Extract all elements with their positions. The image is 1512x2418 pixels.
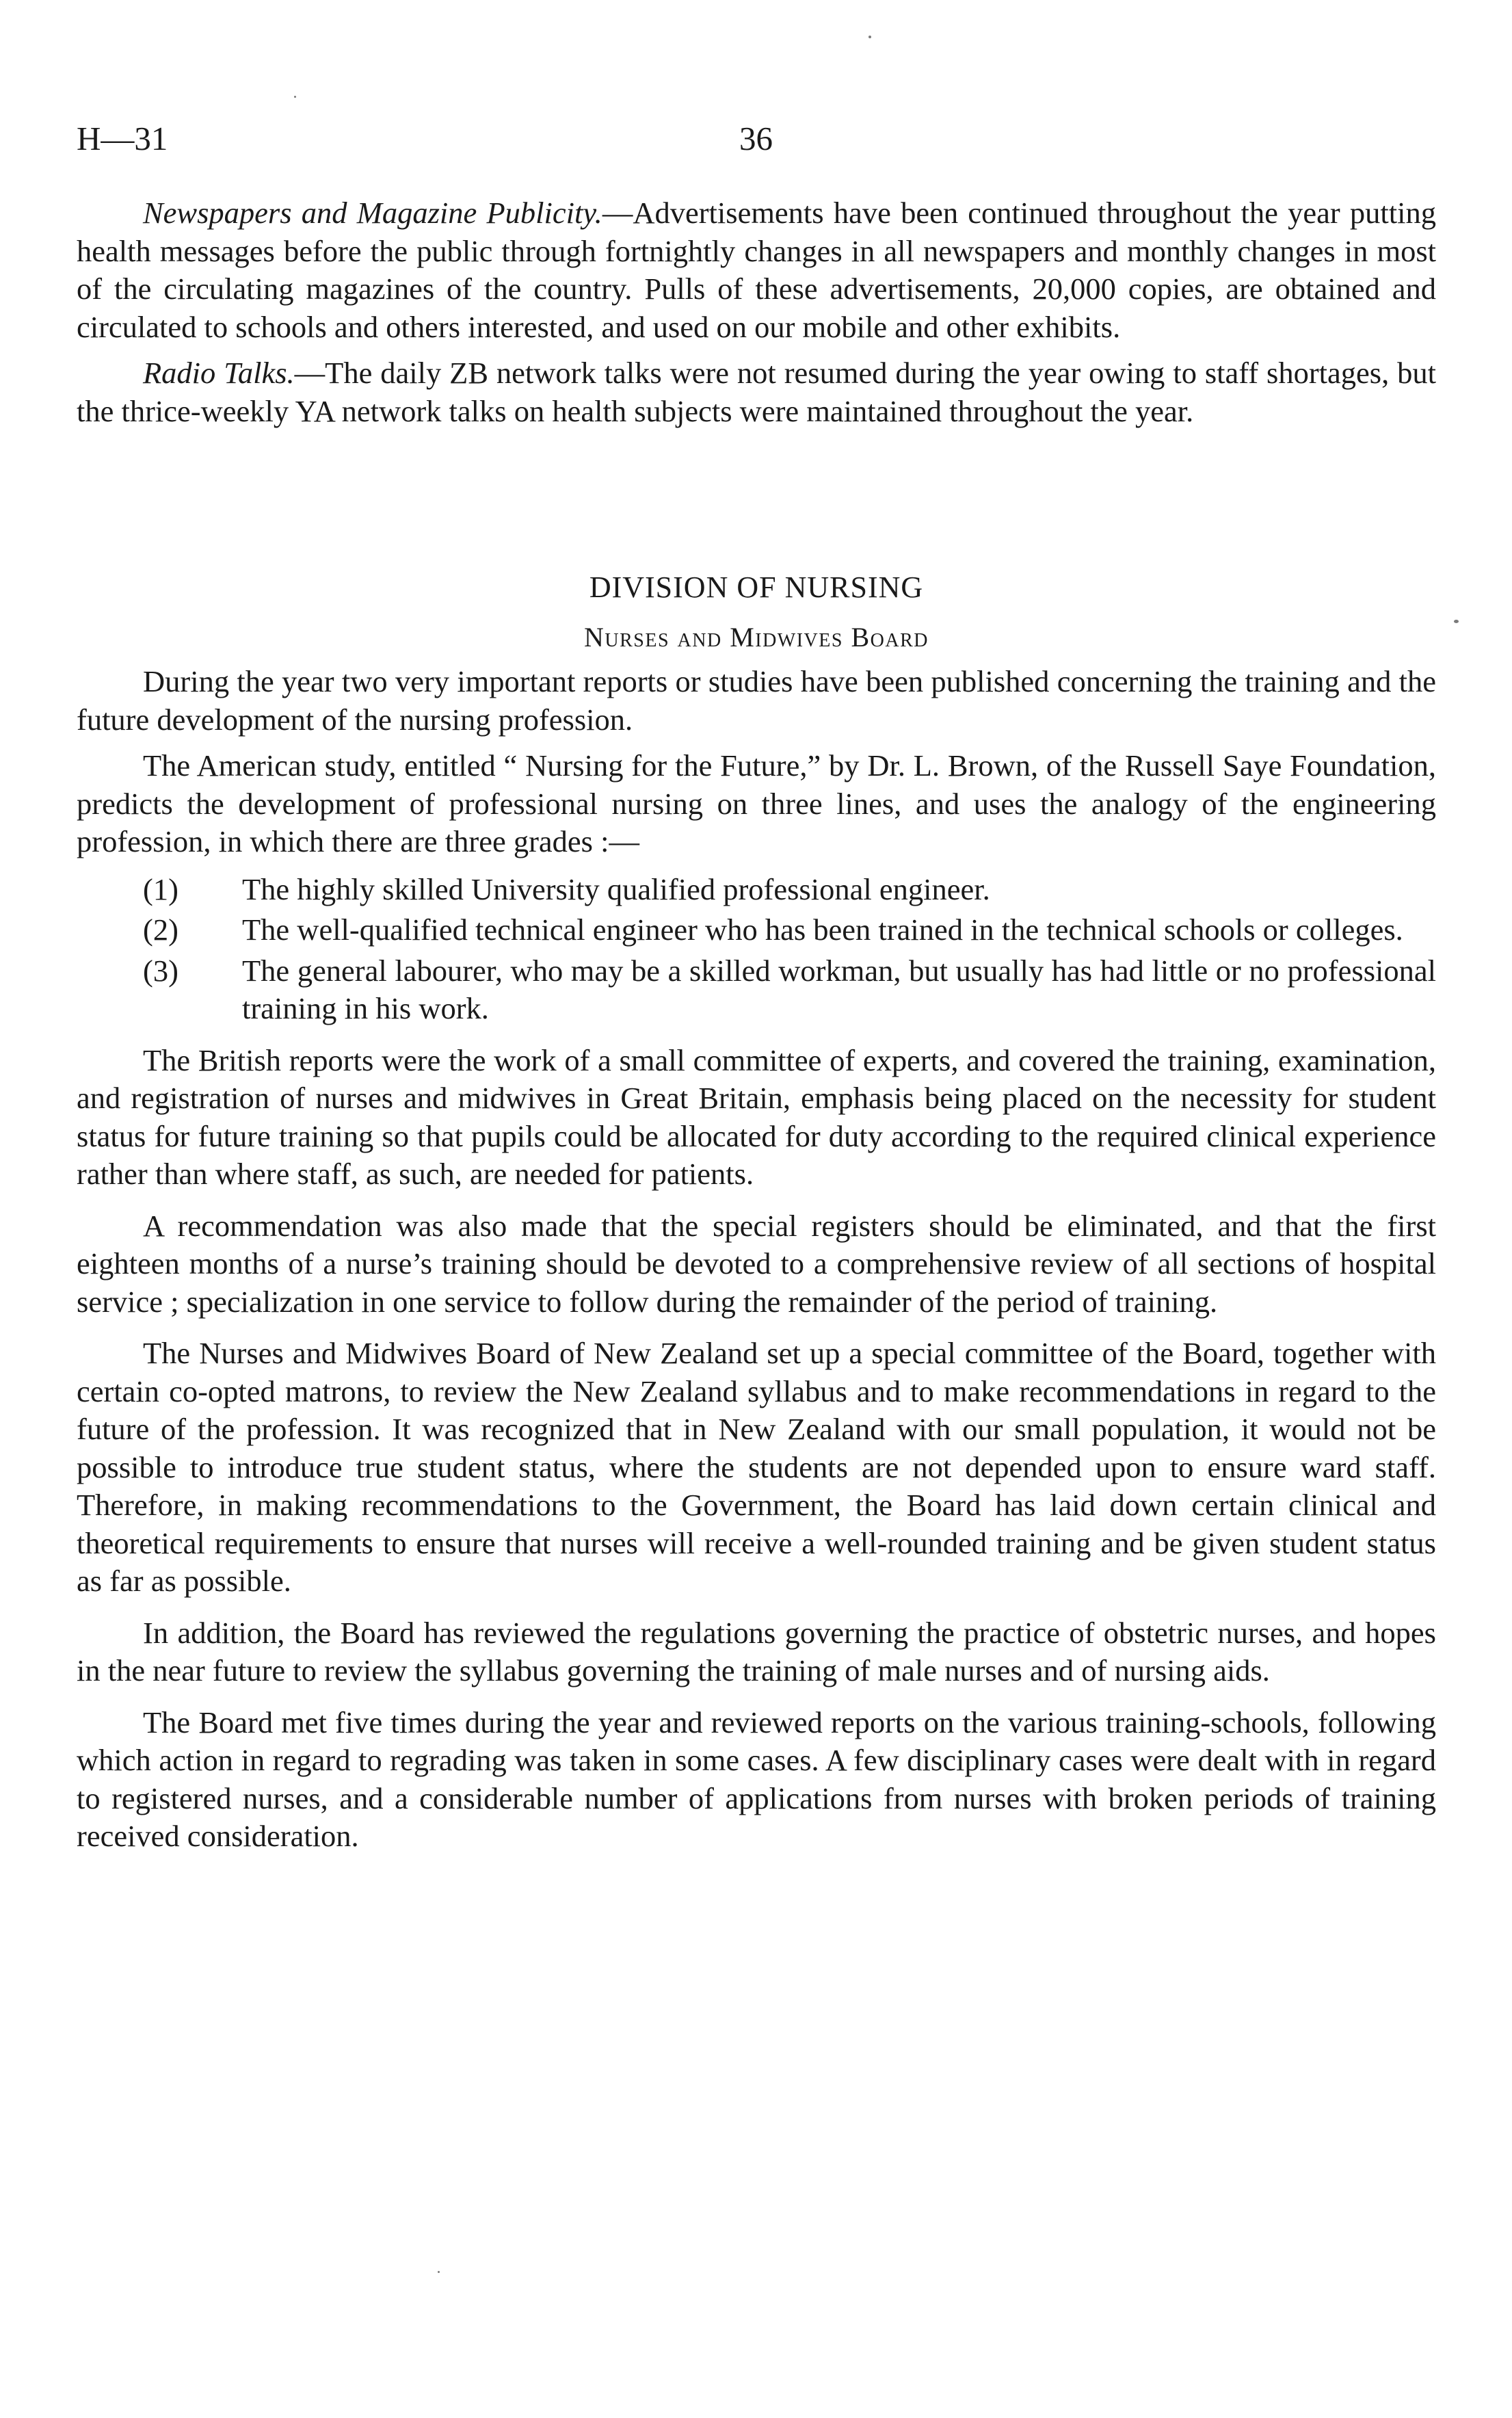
grades-list: [77, 871, 1436, 1028]
paragraph: In addition, the Board has reviewed the regulations governing the practice of obstetric nurses, and hopes in the near future to review the syllabus governing the training of male nurses and of nursing aids.: [77, 1615, 1436, 1687]
list-item-text: The well-qualified technical engineer who has been trained in the technical schools or colleges.: [242, 912, 1403, 947]
paragraph-text: —Advertisements have been continued throughout the year putting health messages before the public through fortnightly changes in all newspapers and monthly changes in most of the circulating magazines of the country. Pulls of these advertisements, 20,000 copies, are obtained and circulated to schools and others interested, and used on our mobile and other exhibits.: [77, 196, 1436, 344]
paragraph-lead-in: Newspapers and Magazine Publicity.: [143, 196, 602, 230]
document-reference: H—31: [77, 120, 168, 157]
list-item-text: The highly skilled University qualified professional engineer.: [242, 871, 990, 906]
scan-speck: [868, 36, 871, 38]
list-item: [77, 871, 1436, 909]
paragraph-text: —The daily ZB network talks were not resumed during the year owing to staff shortages, but the thrice-weekly YA network talks on health subjects were maintained throughout the year.: [77, 356, 1436, 428]
paragraph: During the year two very important reports or studies have been published concerning the training and the future development of the nursing profession.: [77, 664, 1436, 737]
list-item-text: The general labourer, who may be a skilled workman, but usually has had little or no professional training in his work.: [242, 953, 1436, 1025]
paragraph-newspapers: [77, 194, 1436, 346]
list-item: [77, 911, 1436, 949]
page-number: 36: [739, 120, 773, 157]
section-title: DIVISION OF NURSING: [589, 570, 924, 604]
list-marker: (3): [143, 953, 178, 988]
list-marker: (2): [143, 912, 178, 947]
scan-speck: [438, 2271, 440, 2273]
paragraph: The British reports were the work of a small committee of experts, and covered the training, examination, and registration of nurses and midwives in Great Britain, emphasis being placed on the necessity for student status for future training so that pupils could be allocated for duty according to the required clinical experience rather than where staff, as such, are needed for patients.: [77, 1042, 1436, 1191]
paragraph: A recommendation was also made that the special registers should be eliminated, and that the first eighteen months of a nurse’s training should be devoted to a comprehensive review of all sections of hospital service ; specialization in one service to follow during the remainder of the period of training.: [77, 1208, 1436, 1319]
list-item: [77, 952, 1436, 1028]
paragraph: The American study, entitled “ Nursing for the Future,” by Dr. L. Brown, of the Russell Saye Foundation, predicts the development of professional nursing on three lines, and uses the analogy of the engineering profession, in which there are three grades :—: [77, 748, 1436, 858]
scan-speck: [294, 96, 296, 98]
section-subtitle: Nurses and Midwives Board: [584, 622, 929, 653]
paragraph: The Nurses and Midwives Board of New Zealand set up a special committee of the Board, together with certain co-opted matrons, to review the New Zealand syllabus and to make recommendations in regard to the future of the profession. It was recognized that in New Zealand with our small population, it would not be possible to introduce true student status, where the students are not depended upon to ensure ward staff. Therefore, in making recommendations to the Government, the Board has laid down certain clinical and theoretical requirements to ensure that nurses will receive a well-rounded training and be given student status as far as possible.: [77, 1336, 1436, 1598]
paragraph-lead-in: Radio Talks.: [143, 356, 295, 390]
body-text: [77, 194, 1436, 1856]
scan-speck: [1454, 620, 1459, 623]
paragraph-radio: [77, 354, 1436, 430]
running-head: [77, 115, 1424, 163]
list-marker: (1): [143, 871, 178, 906]
paragraph: The Board met five times during the year and reviewed reports on the various training-schools, following which action in regard to regrading was taken in some cases. A few disciplinary cases were dealt with in regard to registered nurses, and a considerable number of applications from nurses with broken periods of training received consideration.: [77, 1705, 1436, 1853]
